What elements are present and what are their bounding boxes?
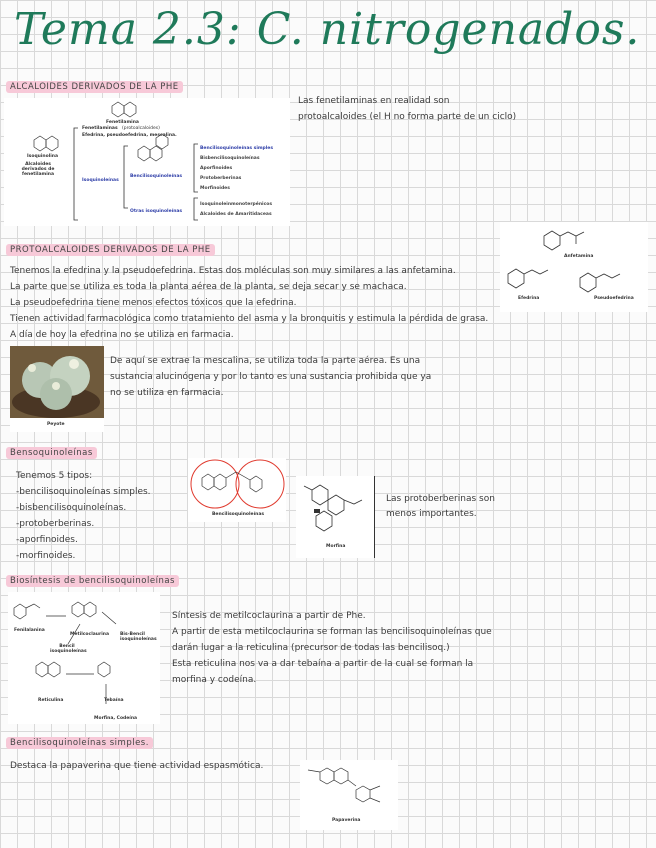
papaverina-label: Papaverina (332, 818, 361, 823)
diagram-bencil-item: Aporfinoides (200, 166, 233, 171)
bencilisoquinoleinas-structure (188, 458, 286, 522)
biosynthesis-scheme (8, 592, 160, 724)
efedrina-structures (500, 222, 648, 312)
s2-line-5: A día de hoy la efedrina no se utiliza en farmacia. (10, 330, 234, 340)
scheme-bencil: Bencil isoquinoleínas (50, 644, 87, 654)
s3-note-line-2: menos importantes. (386, 509, 477, 519)
diagram-fenetilaminas-label: Fenetilaminas (82, 126, 118, 131)
section-heading-bensoquinoleinas: Bensoquinoleínas (6, 447, 97, 459)
s4-line-3: darán lugar a la reticulina (precursor de todas las bencilisoq.) (172, 643, 450, 653)
diagram-otras-item: Alcaloides de Amaritidaceas (200, 212, 272, 217)
section-heading-protoalcaloides: PROTOALCALOIDES DERIVADOS DE LA PHE (6, 244, 215, 256)
diagram-otras-item: Isoquinoleinmonoterpénicos (200, 202, 273, 207)
s3-note-line-1: Las protoberberinas son (386, 494, 495, 504)
papaverina-structure (300, 760, 398, 830)
diagram-fenetilamina-title: Fenetilamina (106, 120, 139, 125)
diagram-bencil-item: Bisbencilisoquinoleínas (200, 156, 260, 161)
peyote-text-line-2: sustancia alucinógena y por lo tanto es una sustancia prohibida que ya (110, 372, 432, 382)
alkaloid-classification-diagram (4, 98, 290, 226)
s2-line-1: Tenemos la efedrina y la pseudoefedrina. Estas dos moléculas son muy similares a las anfetamina. (10, 266, 456, 276)
peyote-text-line-1: De aquí se extrae la mescalina, se utiliza toda la parte aérea. Es una (110, 356, 421, 366)
s4-line-2: A partir de esta metilcoclaurina se forman las bencilisoquinoleínas que (172, 627, 492, 637)
scheme-tebaina: Tebaína (104, 698, 124, 703)
scheme-bisbencil: Bis-Bencil isoquinoleínas (120, 632, 157, 642)
s3-type-3: -protoberberinas. (16, 519, 95, 529)
scheme-metilcoclaurina: Metilcoclaurina (70, 632, 109, 637)
s3-type-5: -morfinoides. (16, 551, 76, 561)
diagram-bencil-label: Bencilisoquinoleínas (130, 174, 183, 179)
section-heading-bencil-simples: Bencilisoquinoleínas simples. (6, 737, 153, 749)
scheme-reticulina: Reticulina (38, 698, 64, 703)
s2-line-4: Tienen actividad farmacológica como tratamiento del asma y la bronquitis y estimula la pérdida de grasa. (10, 314, 489, 324)
morfina-structure (296, 476, 375, 558)
scheme-morfina-codeina: Morfina, Codeína (94, 716, 138, 721)
biosynthesis-drawing (8, 592, 160, 724)
s3-intro: Tenemos 5 tipos: (16, 471, 93, 481)
peyote-photo (10, 346, 104, 432)
diagram-isoquinolina-label: Isoquinolina (27, 154, 59, 159)
s2-line-3: La pseudoefedrina tiene menos efectos tóxicos que la efedrina. (10, 298, 297, 308)
s3-type-4: -aporfinoides. (16, 535, 78, 545)
peyote-text-line-3: no se utiliza en farmacia. (110, 388, 224, 398)
section-heading-biosintesis: Biosíntesis de bencilisoquinoleínas (6, 575, 179, 587)
diagram-bencil-item: Morfinoides (200, 186, 230, 191)
morfina-label: Morfina (326, 544, 346, 549)
s5-line: Destaca la papaverina que tiene actividad espasmótica. (10, 761, 264, 771)
anfetamina-label: Anfetamina (564, 254, 594, 259)
bencilisoquinoleinas-label: Bencilisoquinoleínas (212, 512, 265, 517)
pseudoefedrina-label: Pseudoefedrina (594, 296, 634, 301)
peyote-label: Peyote (47, 422, 65, 427)
section-heading-alcaloides-phe: ALCALOIDES DERIVADOS DE LA PHE (6, 81, 183, 93)
s4-line-4: Esta reticulina nos va a dar tebaína a partir de la cual se forman la (172, 659, 474, 669)
s3-type-1: -bencilisoquinoleínas simples. (16, 487, 151, 497)
s3-type-2: -bisbencilisoquinoleínas. (16, 503, 127, 513)
s4-line-5: morfina y codeína. (172, 675, 257, 685)
scheme-fenilalanina: Fenilalanina (14, 628, 45, 633)
s2-line-2: La parte que se utiliza es toda la planta aérea de la planta, se deja secar y se machaca. (10, 282, 407, 292)
diagram-bencil-item: Protoberberinas (200, 176, 242, 181)
diagram-root-label: Alcaloides derivados de fenetilamina (21, 162, 55, 177)
diagram-fenetilaminas-examples: Efedrina, pseudoefedrina, mescalina. (82, 133, 177, 138)
diagram-otras-label: Otras isoquinoleínas (130, 209, 183, 214)
s4-line-1: Síntesis de metilcoclaurina a partir de Phe. (172, 611, 366, 621)
peyote-image (10, 346, 104, 432)
s1-note-line-2: protoalcaloides (el H no forma parte de un ciclo) (298, 112, 517, 122)
diagram-bencil-item: Bencilisoquinoleínas simples (200, 146, 274, 151)
diagram-isoquinoleinas-label: Isoquinoleínas (82, 178, 119, 183)
s1-note-line-1: Las fenetilaminas en realidad son (298, 96, 450, 106)
efedrina-label: Efedrina (518, 296, 540, 301)
page-title: Tema 2.3: C. nitrogenados. (14, 4, 641, 55)
diagram-fenetilaminas-sub: (protoalcaloides) (122, 126, 160, 131)
